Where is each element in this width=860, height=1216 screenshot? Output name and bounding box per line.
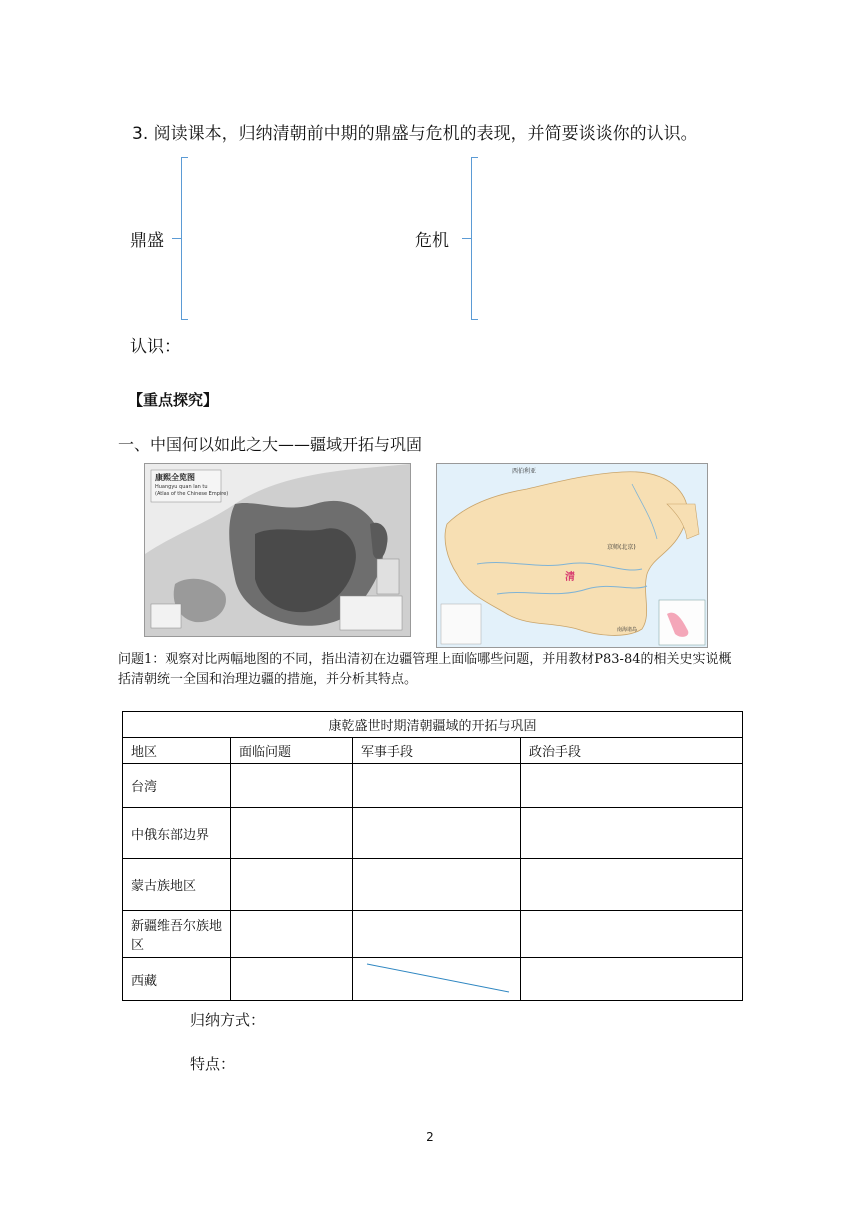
topic-1-heading: 一、中国何以如此之大——疆域开拓与巩固	[118, 435, 423, 454]
qing-territory-map	[436, 463, 708, 648]
beijing-label: 京师(北京)	[607, 544, 636, 551]
table-row	[123, 911, 743, 958]
qing-label: 清	[565, 572, 575, 583]
territory-table	[122, 711, 743, 1001]
political-cell[interactable]	[521, 911, 743, 958]
kangxi-map-title: 康熙全览图	[155, 473, 195, 482]
understanding-label: 认识：	[130, 337, 181, 357]
political-cell[interactable]	[521, 958, 743, 1001]
header-political: 政治手段	[521, 738, 743, 764]
key-section-heading: 【重点探究】	[128, 391, 219, 409]
region-cell: 台湾	[123, 764, 231, 808]
problems-cell[interactable]	[231, 859, 353, 911]
nanhai-label: 南海诸岛	[617, 627, 638, 633]
region-cell: 新疆维吾尔族地区	[123, 911, 231, 958]
table-row	[123, 764, 743, 808]
political-cell[interactable]	[521, 859, 743, 911]
table-row	[123, 958, 743, 1001]
siberia-label: 西伯利亚	[512, 468, 537, 475]
political-cell[interactable]	[521, 764, 743, 808]
table-row	[123, 808, 743, 859]
military-cell[interactable]	[353, 764, 521, 808]
region-cell: 中俄东部边界	[123, 808, 231, 859]
kangxi-atlas-map	[144, 463, 411, 637]
header-problems: 面临问题	[231, 738, 353, 764]
diagonal-slash-line	[353, 958, 521, 1000]
page-number: 2	[426, 1130, 434, 1144]
region-cell: 西藏	[123, 958, 231, 1001]
military-cell[interactable]	[353, 808, 521, 859]
region-cell: 蒙古族地区	[123, 859, 231, 911]
problems-cell[interactable]	[231, 958, 353, 1001]
military-cell[interactable]	[353, 859, 521, 911]
table-row	[123, 859, 743, 911]
header-military: 军事手段	[353, 738, 521, 764]
kangxi-map-subtitle-en: (Atlas of the Chinese Empire)	[155, 491, 229, 497]
problems-cell[interactable]	[231, 911, 353, 958]
kangxi-map-subtitle: Huangyu quan lan tu	[155, 484, 208, 490]
problems-cell[interactable]	[231, 808, 353, 859]
political-cell[interactable]	[521, 808, 743, 859]
prosperity-label: 鼎盛	[130, 231, 164, 251]
summary-method-label: 归纳方式：	[190, 1011, 266, 1029]
military-cell[interactable]	[353, 911, 521, 958]
question-1-text: 问题1：观察对比两幅地图的不同，指出清初在边疆管理上面临哪些问题，并用教材P83-84的相关史实说概括清朝统一全国和治理边疆的措施，并分析其特点。	[118, 652, 732, 687]
header-region: 地区	[123, 738, 231, 764]
summary-features-label: 特点：	[190, 1055, 236, 1073]
crisis-label: 危机	[415, 231, 449, 251]
problems-cell[interactable]	[231, 764, 353, 808]
question-3-text: 3. 阅读课本，归纳清朝前中期的鼎盛与危机的表现，并简要谈谈你的认识。	[132, 124, 698, 144]
military-cell[interactable]	[353, 958, 521, 1001]
table-caption: 康乾盛世时期清朝疆域的开拓与巩固	[123, 712, 743, 738]
